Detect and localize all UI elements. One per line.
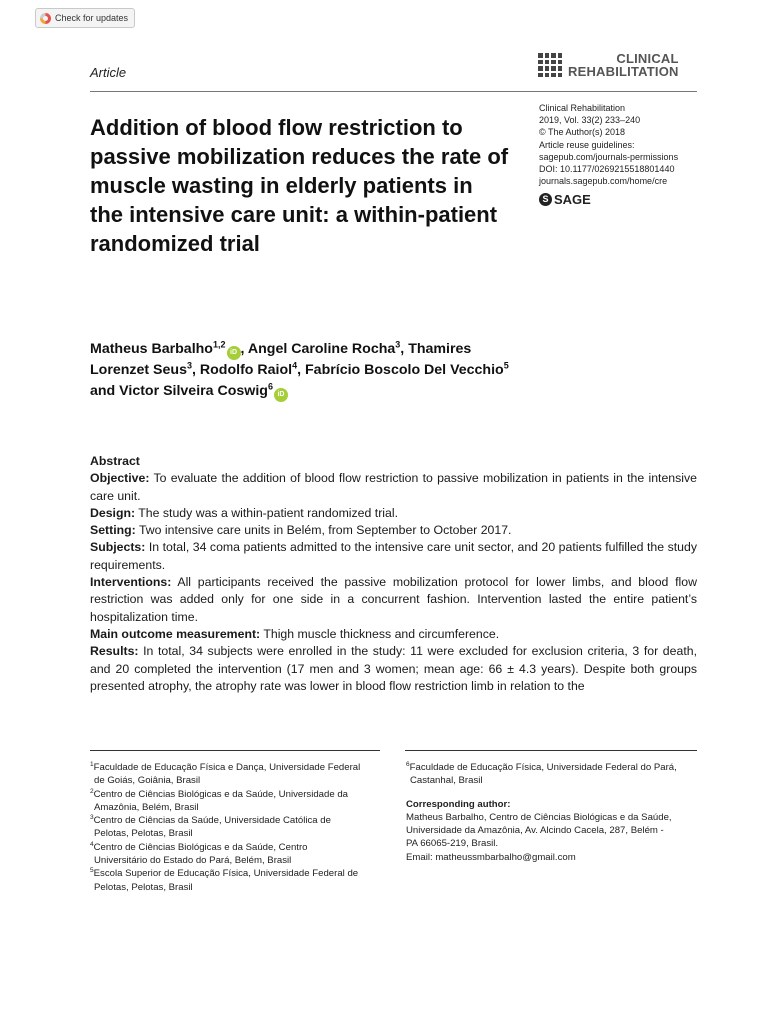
affiliation-line: Castanhal, Brasil (410, 775, 483, 787)
corresponding-author-line[interactable]: Email: matheussmbarbalho@gmail.com (406, 851, 576, 863)
affiliation-line: Centro de Ciências da Saúde, Universidade Católica de (93, 815, 331, 827)
author-separator: , (192, 362, 200, 378)
journal-logo-line2: REHABILITATION (568, 64, 679, 79)
author-separator: , (297, 362, 306, 378)
article-metadata (539, 102, 709, 187)
check-for-updates-label: Check for updates (55, 13, 129, 23)
orcid-icon[interactable]: iD (227, 346, 241, 360)
affiliation-line: Centro de Ciências Biológicas e da Saúde, Centro (93, 841, 308, 853)
journal-logo-line1: CLINICAL (616, 51, 679, 66)
corresponding-author-label: Corresponding author: (406, 798, 511, 810)
affiliation-line: Amazônia, Belém, Brasil (94, 801, 199, 813)
author-name: Matheus Barbalho (90, 341, 213, 357)
journal-homepage-link[interactable]: journals.sagepub.com/home/cre (539, 176, 668, 187)
abstract-section-label: Setting: (90, 523, 136, 538)
check-for-updates-button[interactable] (35, 8, 135, 28)
footnote-divider-right (405, 750, 697, 751)
abstract-section-text: The study was a within-patient randomized trial. (135, 505, 399, 520)
affiliation-footnote (90, 788, 385, 815)
author-affiliation: 6 (267, 381, 273, 392)
abstract-section-text: Two intensive care units in Belém, from September to October 2017. (135, 523, 512, 538)
footnote-divider-left (90, 750, 380, 751)
author-name: Angel Caroline Rocha (247, 341, 396, 357)
article-type-label: Article (90, 65, 127, 80)
doi[interactable]: DOI: 10.1177/0269215518801440 (539, 164, 675, 175)
abstract-section (90, 505, 697, 522)
affiliation-number: 6 (406, 760, 410, 768)
affiliation-number: 5 (90, 867, 94, 875)
affiliation-line: Faculdade de Educação Física, Universidade Federal do Pará, (409, 762, 677, 773)
author-list (90, 339, 510, 402)
abstract-section-label: Main outcome measurement: (90, 626, 261, 641)
abstract-section-text: All participants received the passive mobilization protocol for lower limbs, and blood flow restriction was added only for one side in a concurrent fashion. Intervention lasted the entire patient’s hospitalization time. (90, 575, 697, 624)
header-divider (90, 91, 697, 92)
author-affiliation: 5 (503, 360, 509, 371)
abstract-section-text: In total, 34 coma patients admitted to the intensive care unit sector, and 20 patients fulfilled the study requirements. (90, 540, 697, 572)
author-affiliation: 4 (292, 360, 298, 371)
corresponding-author-details (406, 811, 701, 864)
affiliations-left (90, 761, 385, 894)
affiliation-line: Universitário do Estado do Pará, Belém, Brasil (94, 855, 292, 867)
affiliation-line: de Goiás, Goiânia, Brasil (94, 775, 201, 787)
author-affiliation: 3 (395, 339, 401, 350)
author-name: Thamires Lorenzet Seus (90, 341, 472, 378)
abstract-section-text: In total, 34 subjects were enrolled in the study: 11 were excluded for exclusion criteria, 3 for death, and 20 completed the intervention (17 men and 3 women; mean age: 66 ± 4.3 years). Despite both groups presented atrophy, the atrophy rate was lower in blood flow restriction limb in relation to the (90, 644, 697, 693)
affiliation-footnote (90, 814, 385, 841)
journal-grid-icon (538, 53, 562, 77)
reuse-guidelines-link[interactable]: sagepub.com/journals-permissions (539, 151, 679, 162)
publisher-name: SAGE (554, 192, 591, 207)
abstract-heading: Abstract (90, 454, 140, 468)
abstract-section (90, 539, 697, 574)
affiliation-number: 1 (90, 760, 94, 768)
abstract-section-label: Subjects: (90, 540, 146, 555)
affiliation-line: Pelotas, Pelotas, Brasil (94, 881, 193, 893)
affiliation-number: 4 (90, 840, 94, 848)
abstract-section-label: Results: (90, 644, 139, 659)
affiliation-number: 2 (90, 787, 94, 795)
author-separator: and (90, 383, 120, 399)
copyright: © The Author(s) 2018 (539, 127, 626, 138)
corresponding-author-line: Universidade da Amazônia, Av. Alcindo Cacela, 287, Belém - (406, 825, 664, 837)
abstract-section-text: Thigh muscle thickness and circumference. (260, 626, 500, 641)
abstract-section-label: Objective: (90, 471, 150, 486)
affiliation-footnote (90, 841, 385, 868)
author-name: Rodolfo Raiol (199, 362, 293, 378)
journal-name: Clinical Rehabilitation (539, 103, 626, 113)
affiliations-right (406, 761, 701, 864)
crossmark-icon (40, 13, 51, 24)
abstract (90, 453, 697, 695)
corresponding-author-line: PA 66065-219, Brasil. (406, 838, 499, 850)
reuse-guidelines-label: Article reuse guidelines: (539, 139, 635, 150)
abstract-sections (90, 470, 697, 695)
abstract-section (90, 643, 697, 695)
volume-info: 2019, Vol. 33(2) 233–240 (539, 115, 641, 126)
author-name: Fabrício Boscolo Del Vecchio (305, 362, 504, 378)
affiliation-footnote (406, 761, 701, 788)
affiliation-line: Faculdade de Educação Física e Dança, Universidade Federal (93, 762, 361, 773)
author-affiliation: 3 (186, 360, 192, 371)
orcid-icon[interactable]: iD (274, 388, 288, 402)
abstract-section-label: Design: (90, 505, 136, 520)
abstract-section-label: Interventions: (90, 575, 172, 590)
affiliation-line: Pelotas, Pelotas, Brasil (94, 828, 193, 840)
abstract-section (90, 522, 697, 539)
abstract-section (90, 574, 697, 626)
affiliation-footnote (90, 761, 385, 788)
affiliation-number: 3 (90, 814, 94, 821)
corresponding-author-line: Matheus Barbalho, Centro de Ciências Biológicas e da Saúde, (406, 811, 672, 823)
affiliation-footnote (90, 867, 385, 894)
journal-logo (538, 52, 679, 78)
affiliation-line: Escola Superior de Educação Física, Universidade Federal de (93, 868, 359, 880)
publisher-logo (539, 192, 591, 207)
abstract-section (90, 470, 697, 505)
author-affiliation: 1,2 (212, 339, 226, 350)
abstract-section-text: To evaluate the addition of blood flow restriction to passive mobilization in patients in the intensive care unit. (90, 471, 697, 503)
abstract-section (90, 626, 697, 643)
article-title: Addition of blood flow restriction to passive mobilization reduces the rate of muscle wasting in elderly patients in the intensive care unit: a within-patient randomized trial (90, 115, 509, 256)
sage-icon: S (539, 193, 552, 206)
author-name: Victor Silveira Coswig (119, 383, 268, 399)
author-separator: , (400, 341, 409, 357)
author-separator: , (240, 341, 248, 357)
affiliation-line: Centro de Ciências Biológicas e da Saúde, Universidade da (93, 788, 349, 800)
